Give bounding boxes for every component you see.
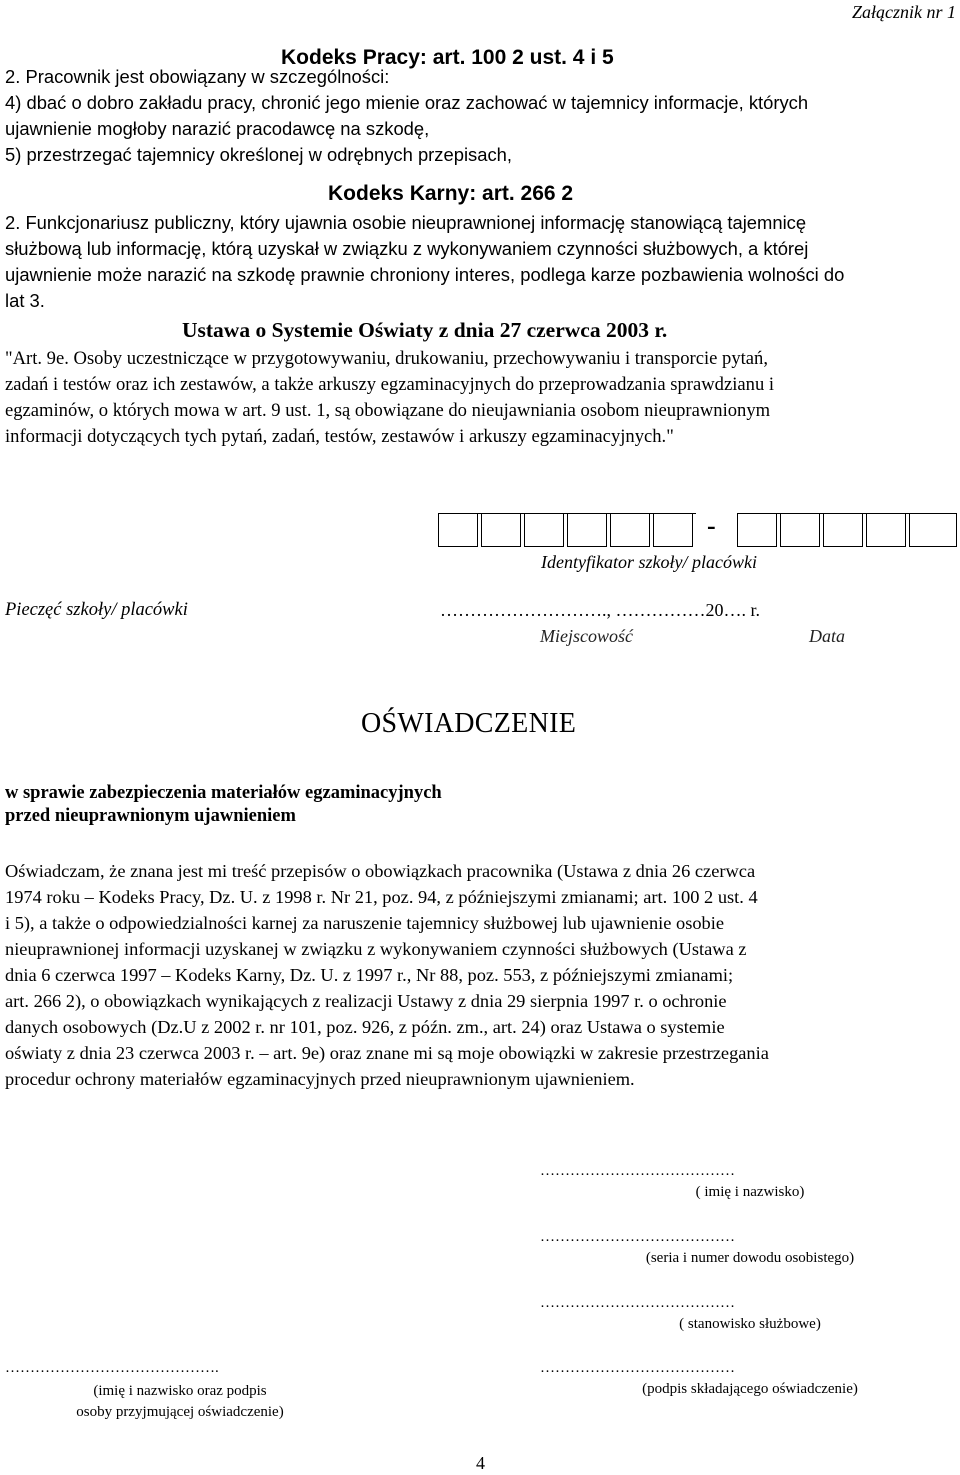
date-label: Data [809,626,845,646]
id-digit-box[interactable] [780,513,820,547]
id-digit-box[interactable] [909,513,957,547]
kp-line: 4) dbać o dobro zakładu pracy, chronić jego mienie oraz zachować w tajemnicy informacje, których [5,92,809,113]
kk-line: ujawnienie może narazić na szkodę prawnie chroniony interes, podlega karze pozbawienia wolności do [5,264,845,285]
kodeks-pracy-text [5,64,808,168]
document-title: OŚWIADCZENIE [361,708,577,739]
signature-label: (podpis składającego oświadczenie) [642,1381,858,1397]
id-digit-box[interactable] [653,513,693,547]
statement-line: i 5), a także o odpowiedzialności karnej za naruszenie tajemnicy służbowej lub ujawnienie osobie [5,913,725,933]
id-digit-box[interactable] [866,513,906,547]
signature-field[interactable]: ………………………………… [540,1360,735,1376]
id-digit-box[interactable] [438,513,478,547]
uso-line: egzaminów, o których mowa w art. 9 ust. 1, są obowiązane do nieujawniania osobom nieuprawnionym [5,400,771,421]
receiver-label [0,1381,360,1423]
place-label: Miejscowość [540,626,633,646]
ustawa-heading: Ustawa o Systemie Oświaty z dnia 27 czerwca 2003 r. [182,318,668,342]
receiver-label-line: osoby przyjmującej oświadczenie) [76,1404,284,1420]
kodeks-karny-text [5,210,844,314]
id-digit-box[interactable] [610,513,650,547]
statement-text [5,858,769,1092]
subject-line: przed nieuprawnionym ujawnieniem [5,806,296,826]
id-digit-box[interactable] [823,513,863,547]
id-dash: - [707,511,716,540]
statement-line: art. 266 2), o obowiązkach wynikających z realizacji Ustawy z dnia 29 sierpnia 1997 r. o ochronie [5,991,727,1011]
subject [5,782,442,828]
kp-line: 5) przestrzegać tajemnicy określonej w odrębnych przepisach, [5,144,512,165]
kp-line: ujawnienie mogłoby narazić pracodawcę na szkodę, [5,118,430,139]
kk-line: lat 3. [5,290,45,311]
id-digit-box[interactable] [481,513,521,547]
kk-line: 2. Funkcjonariusz publiczny, który ujawnia osobie nieuprawnionej informację stanowiącą tajemnicę [5,212,807,233]
kp-line: 2. Pracownik jest obowiązany w szczególności: [5,66,390,87]
identifier-label: Identyfikator szkoły/ placówki [541,552,757,572]
kodeks-pracy-heading: Kodeks Pracy: art. 100 2 ust. 4 i 5 [281,46,614,69]
statement-line: oświaty z dnia 23 czerwca 2003 r. – art. 9e) oraz znane mi są moje obowiązki w zakresie przestrzegania [5,1043,769,1063]
ustawa-text [5,346,774,450]
statement-line: procedur ochrony materiałów egzaminacyjnych przed nieuprawnionym ujawnieniem. [5,1069,635,1089]
id-digit-box[interactable] [524,513,564,547]
id-digit-box[interactable] [737,513,777,547]
name-label: ( imię i nazwisko) [695,1184,805,1200]
id-top-line [438,513,696,514]
name-field[interactable]: ………………………………… [540,1163,735,1179]
subject-line: w sprawie zabezpieczenia materiałów egzaminacyjnych [5,783,442,803]
position-label: ( stanowisko służbowe) [679,1316,821,1332]
statement-line: nieuprawnionej informacji uzyskanej w związku z wykonywaniem czynności służbowych (Ustawa z [5,939,747,959]
uso-line: zadań i testów oraz ich zestawów, a także arkuszy egzaminacyjnych do przeprowadzania sprawdzianu i [5,374,775,395]
place-date-field[interactable]: ………………………., ……………20…. r. [440,600,761,620]
page-number: 4 [476,1453,485,1473]
statement-line: Oświadczam, że znana jest mi treść przepisów o obowiązkach pracownika (Ustawa z dnia 26 czerwca [5,861,756,881]
receiver-label-line: (imię i nazwisko oraz podpis [93,1383,267,1399]
statement-line: 1974 roku – Kodeks Pracy, Dz. U. z 1998 r. Nr 21, poz. 94, z późniejszymi zmianami; art. 100 2 ust. 4 [5,887,758,907]
statement-line: danych osobowych (Dz.U z 2002 r. nr 101, poz. 926, z późn. zm., art. 24) oraz Ustawa o systemie [5,1017,725,1037]
id-digit-box[interactable] [567,513,607,547]
uso-line: "Art. 9e. Osoby uczestniczące w przygotowywaniu, drukowaniu, przechowywaniu i transporcie pytań, [5,348,768,369]
id-number-label: (seria i numer dowodu osobistego) [645,1250,855,1266]
kodeks-karny-heading: Kodeks Karny: art. 266 2 [328,182,574,205]
stamp-label: Pieczęć szkoły/ placówki [5,600,188,620]
uso-line: informacji dotyczących tych pytań, zadań, testów, zestawów i arkuszy egzaminacyjnych." [5,426,674,447]
position-field[interactable]: ………………………………… [540,1295,735,1311]
statement-line: dnia 6 czerwca 1997 – Kodeks Karny, Dz. U. z 1997 r., Nr 88, poz. 553, z późniejszymi zmianami; [5,965,734,985]
id-number-field[interactable]: ………………………………… [540,1229,735,1245]
kk-line: służbową lub informację, którą uzyskał w związku z wykonywaniem czynności służbowych, a której [5,238,809,259]
annex-label: Załącznik nr 1 [851,2,956,22]
receiver-field[interactable]: ……………………………………. [5,1360,219,1376]
